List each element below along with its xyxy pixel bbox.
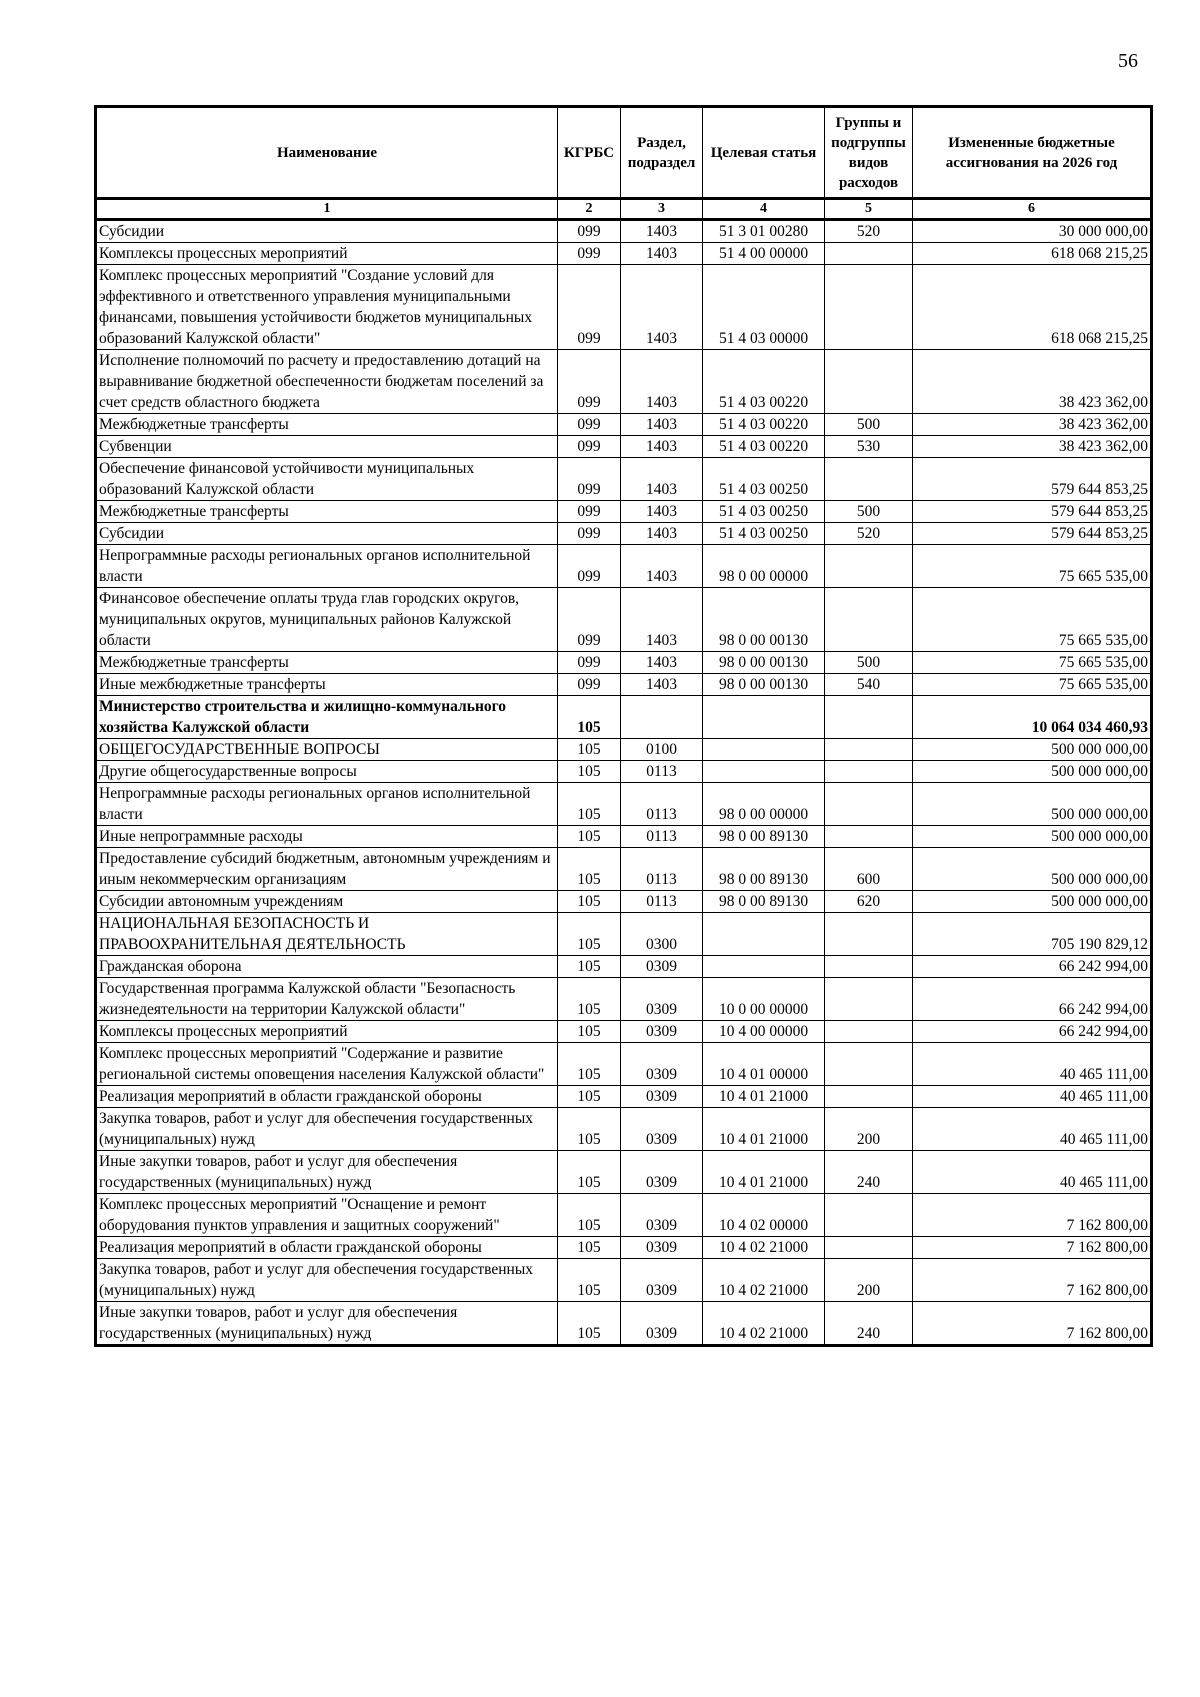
row-kgrbs: 105 [558,783,621,826]
row-group [825,956,913,978]
table-row [96,350,1152,414]
table-row [96,1021,1152,1043]
table-row [96,243,1152,265]
row-group [825,1021,913,1043]
table-body [96,220,1152,1346]
table-row [96,652,1152,674]
row-section: 0309 [621,1108,703,1151]
row-group: 500 [825,501,913,523]
row-section [621,696,703,739]
row-amount: 66 242 994,00 [913,978,1152,1021]
row-name: Реализация мероприятий в области гражданской обороны [96,1086,558,1108]
row-target: 10 4 02 21000 [703,1302,825,1346]
row-amount: 500 000 000,00 [913,826,1152,848]
row-kgrbs: 099 [558,436,621,458]
row-name: Субсидии [96,220,558,243]
row-amount: 38 423 362,00 [913,436,1152,458]
row-target: 51 3 01 00280 [703,220,825,243]
column-number: 2 [558,199,621,220]
row-amount: 10 064 034 460,93 [913,696,1152,739]
row-group: 530 [825,436,913,458]
row-group: 240 [825,1302,913,1346]
row-target: 10 4 01 00000 [703,1043,825,1086]
row-name: Непрограммные расходы региональных органов исполнительной власти [96,783,558,826]
row-name: Исполнение полномочий по расчету и предоставлению дотаций на выравнивание бюджетной обеспеченности бюджетам поселений за счет средств областного бюджета [96,350,558,414]
row-group: 500 [825,414,913,436]
row-target: 51 4 03 00220 [703,414,825,436]
row-name: Комплекс процессных мероприятий "Создание условий для эффективного и ответственного управления муниципальными финансами, повышения устойчивости бюджетов муниципальных образований Калужской области" [96,265,558,350]
row-kgrbs: 099 [558,458,621,501]
row-target: 10 4 02 21000 [703,1237,825,1259]
row-target: 10 4 00 00000 [703,1021,825,1043]
row-group [825,1194,913,1237]
table-row [96,220,1152,243]
row-group [825,1043,913,1086]
row-target: 51 4 03 00250 [703,501,825,523]
row-section: 0113 [621,783,703,826]
row-amount: 66 242 994,00 [913,956,1152,978]
row-kgrbs: 105 [558,956,621,978]
table-row [96,1259,1152,1302]
row-kgrbs: 105 [558,1086,621,1108]
row-group [825,1086,913,1108]
row-kgrbs: 105 [558,761,621,783]
table-row [96,501,1152,523]
row-group [825,913,913,956]
row-name: Комплексы процессных мероприятий [96,243,558,265]
row-section: 0113 [621,848,703,891]
row-target: 10 4 01 21000 [703,1108,825,1151]
row-name: Иные непрограммные расходы [96,826,558,848]
row-kgrbs: 099 [558,243,621,265]
row-amount: 40 465 111,00 [913,1086,1152,1108]
row-kgrbs: 099 [558,588,621,652]
row-name: Комплексы процессных мероприятий [96,1021,558,1043]
row-kgrbs: 099 [558,501,621,523]
row-section: 1403 [621,588,703,652]
table-row [96,458,1152,501]
row-target [703,761,825,783]
table-row [96,783,1152,826]
table-row [96,414,1152,436]
row-target: 10 4 01 21000 [703,1086,825,1108]
row-section: 0309 [621,956,703,978]
row-name: Закупка товаров, работ и услуг для обеспечения государственных (муниципальных) нужд [96,1259,558,1302]
column-number: 6 [913,199,1152,220]
row-section: 0309 [621,1086,703,1108]
row-section: 0309 [621,1302,703,1346]
row-name: Иные закупки товаров, работ и услуг для обеспечения государственных (муниципальных) нужд [96,1302,558,1346]
row-group [825,458,913,501]
row-section: 1403 [621,674,703,696]
row-amount: 66 242 994,00 [913,1021,1152,1043]
header-kgrbs: КГРБС [558,107,621,199]
column-number: 3 [621,199,703,220]
row-group [825,783,913,826]
header-groups: Группы и подгруппы видов расходов [825,107,913,199]
row-name: Другие общегосударственные вопросы [96,761,558,783]
row-section: 0309 [621,1151,703,1194]
row-amount: 500 000 000,00 [913,848,1152,891]
row-amount: 40 465 111,00 [913,1108,1152,1151]
row-target: 10 4 02 21000 [703,1259,825,1302]
row-section: 0309 [621,1043,703,1086]
row-group: 200 [825,1108,913,1151]
row-group: 520 [825,523,913,545]
row-amount: 7 162 800,00 [913,1194,1152,1237]
row-amount: 7 162 800,00 [913,1237,1152,1259]
table-row [96,436,1152,458]
row-target: 51 4 03 00250 [703,523,825,545]
row-group: 620 [825,891,913,913]
table-row [96,674,1152,696]
column-number: 4 [703,199,825,220]
row-name: Государственная программа Калужской области "Безопасность жизнедеятельности на территории Калужской области" [96,978,558,1021]
row-group: 600 [825,848,913,891]
row-target: 98 0 00 89130 [703,826,825,848]
row-section: 1403 [621,501,703,523]
table-row [96,891,1152,913]
row-group [825,1237,913,1259]
row-amount: 7 162 800,00 [913,1302,1152,1346]
table-row [96,1237,1152,1259]
row-section: 0309 [621,1021,703,1043]
row-kgrbs: 105 [558,1194,621,1237]
row-target [703,739,825,761]
row-target: 98 0 00 00000 [703,545,825,588]
row-amount: 75 665 535,00 [913,674,1152,696]
row-amount: 500 000 000,00 [913,891,1152,913]
table-row [96,696,1152,739]
table-row [96,1086,1152,1108]
table-row [96,826,1152,848]
row-group [825,761,913,783]
row-name: Межбюджетные трансферты [96,652,558,674]
row-amount: 40 465 111,00 [913,1151,1152,1194]
table-row [96,588,1152,652]
row-kgrbs: 105 [558,848,621,891]
row-name: Межбюджетные трансферты [96,501,558,523]
header-name: Наименование [96,107,558,199]
row-group [825,588,913,652]
row-target: 98 0 00 00130 [703,674,825,696]
header-section: Раздел, подраздел [621,107,703,199]
row-section: 1403 [621,545,703,588]
row-amount: 500 000 000,00 [913,783,1152,826]
row-name: Комплекс процессных мероприятий "Содержание и развитие региональной системы оповещения населения Калужской области" [96,1043,558,1086]
row-kgrbs: 105 [558,1259,621,1302]
row-section: 1403 [621,350,703,414]
row-section: 0113 [621,826,703,848]
table-row [96,761,1152,783]
row-section: 1403 [621,436,703,458]
table-row [96,1043,1152,1086]
row-amount: 38 423 362,00 [913,414,1152,436]
row-section: 1403 [621,414,703,436]
table-row [96,739,1152,761]
row-target: 98 0 00 00130 [703,588,825,652]
row-section: 0100 [621,739,703,761]
row-group [825,350,913,414]
row-group: 520 [825,220,913,243]
row-name: Реализация мероприятий в области гражданской обороны [96,1237,558,1259]
row-target [703,913,825,956]
row-name: Субвенции [96,436,558,458]
table-row [96,265,1152,350]
row-group: 540 [825,674,913,696]
row-target [703,956,825,978]
row-target: 98 0 00 89130 [703,848,825,891]
header-row [96,107,1152,199]
row-target [703,696,825,739]
row-kgrbs: 105 [558,1043,621,1086]
row-amount: 38 423 362,00 [913,350,1152,414]
row-amount: 7 162 800,00 [913,1259,1152,1302]
table-row [96,1302,1152,1346]
row-kgrbs: 105 [558,826,621,848]
row-amount: 75 665 535,00 [913,588,1152,652]
row-kgrbs: 099 [558,652,621,674]
row-kgrbs: 099 [558,674,621,696]
row-name: Закупка товаров, работ и услуг для обеспечения государственных (муниципальных) нужд [96,1108,558,1151]
row-name: Финансовое обеспечение оплаты труда глав городских округов, муниципальных округов, муниципальных районов Калужской области [96,588,558,652]
row-section: 1403 [621,652,703,674]
row-target: 10 4 01 21000 [703,1151,825,1194]
row-target: 10 0 00 00000 [703,978,825,1021]
table-row [96,978,1152,1021]
row-target: 51 4 03 00000 [703,265,825,350]
table-row [96,1194,1152,1237]
row-name: Комплекс процессных мероприятий "Оснащение и ремонт оборудования пунктов управления и защитных сооружений" [96,1194,558,1237]
row-amount: 579 644 853,25 [913,523,1152,545]
row-section: 0309 [621,1259,703,1302]
row-name: Непрограммные расходы региональных органов исполнительной власти [96,545,558,588]
row-group [825,696,913,739]
row-name: Субсидии автономным учреждениям [96,891,558,913]
row-group: 200 [825,1259,913,1302]
budget-table [94,105,1153,1347]
row-name: Иные закупки товаров, работ и услуг для обеспечения государственных (муниципальных) нужд [96,1151,558,1194]
row-name: Обеспечение финансовой устойчивости муниципальных образований Калужской области [96,458,558,501]
table-row [96,913,1152,956]
row-amount: 75 665 535,00 [913,652,1152,674]
row-amount: 30 000 000,00 [913,220,1152,243]
row-amount: 75 665 535,00 [913,545,1152,588]
row-group [825,545,913,588]
row-kgrbs: 099 [558,350,621,414]
row-kgrbs: 105 [558,913,621,956]
column-number: 5 [825,199,913,220]
row-section: 1403 [621,243,703,265]
row-group [825,243,913,265]
row-target: 98 0 00 00000 [703,783,825,826]
row-kgrbs: 099 [558,545,621,588]
row-section: 0300 [621,913,703,956]
row-name: Министерство строительства и жилищно-коммунального хозяйства Калужской области [96,696,558,739]
column-number: 1 [96,199,558,220]
row-name: Иные межбюджетные трансферты [96,674,558,696]
row-amount: 500 000 000,00 [913,739,1152,761]
row-amount: 579 644 853,25 [913,458,1152,501]
row-section: 0113 [621,761,703,783]
row-kgrbs: 099 [558,220,621,243]
row-kgrbs: 105 [558,1108,621,1151]
row-group: 500 [825,652,913,674]
row-name: НАЦИОНАЛЬНАЯ БЕЗОПАСНОСТЬ И ПРАВООХРАНИТЕЛЬНАЯ ДЕЯТЕЛЬНОСТЬ [96,913,558,956]
row-target: 10 4 02 00000 [703,1194,825,1237]
row-target: 51 4 03 00220 [703,350,825,414]
row-target: 98 0 00 00130 [703,652,825,674]
row-section: 1403 [621,523,703,545]
row-kgrbs: 105 [558,1151,621,1194]
column-number-row [96,199,1152,220]
row-section: 1403 [621,458,703,501]
row-name: Предоставление субсидий бюджетным, автономным учреждениям и иным некоммерческим организациям [96,848,558,891]
row-target: 51 4 00 00000 [703,243,825,265]
row-kgrbs: 105 [558,1237,621,1259]
row-name: Гражданская оборона [96,956,558,978]
row-kgrbs: 105 [558,1021,621,1043]
row-amount: 579 644 853,25 [913,501,1152,523]
row-amount: 618 068 215,25 [913,265,1152,350]
table-row [96,523,1152,545]
row-kgrbs: 105 [558,696,621,739]
row-target: 51 4 03 00250 [703,458,825,501]
page-number: 56 [1118,50,1138,72]
header-amount: Измененные бюджетные ассигнования на 2026 год [913,107,1152,199]
row-kgrbs: 105 [558,978,621,1021]
row-section: 0309 [621,1194,703,1237]
row-name: Субсидии [96,523,558,545]
table-row [96,1108,1152,1151]
row-section: 1403 [621,220,703,243]
table-row [96,848,1152,891]
row-kgrbs: 105 [558,891,621,913]
row-target: 51 4 03 00220 [703,436,825,458]
header-target: Целевая статья [703,107,825,199]
row-amount: 40 465 111,00 [913,1043,1152,1086]
row-kgrbs: 099 [558,265,621,350]
row-kgrbs: 099 [558,414,621,436]
row-kgrbs: 105 [558,739,621,761]
row-group [825,826,913,848]
row-amount: 618 068 215,25 [913,243,1152,265]
row-section: 0309 [621,1237,703,1259]
row-group [825,978,913,1021]
table-row [96,545,1152,588]
row-group: 240 [825,1151,913,1194]
row-section: 1403 [621,265,703,350]
row-name: Межбюджетные трансферты [96,414,558,436]
row-section: 0309 [621,978,703,1021]
row-target: 98 0 00 89130 [703,891,825,913]
row-amount: 500 000 000,00 [913,761,1152,783]
row-name: ОБЩЕГОСУДАРСТВЕННЫЕ ВОПРОСЫ [96,739,558,761]
row-kgrbs: 099 [558,523,621,545]
table-row [96,1151,1152,1194]
table-row [96,956,1152,978]
row-amount: 705 190 829,12 [913,913,1152,956]
row-group [825,739,913,761]
row-kgrbs: 105 [558,1302,621,1346]
row-group [825,265,913,350]
row-section: 0113 [621,891,703,913]
